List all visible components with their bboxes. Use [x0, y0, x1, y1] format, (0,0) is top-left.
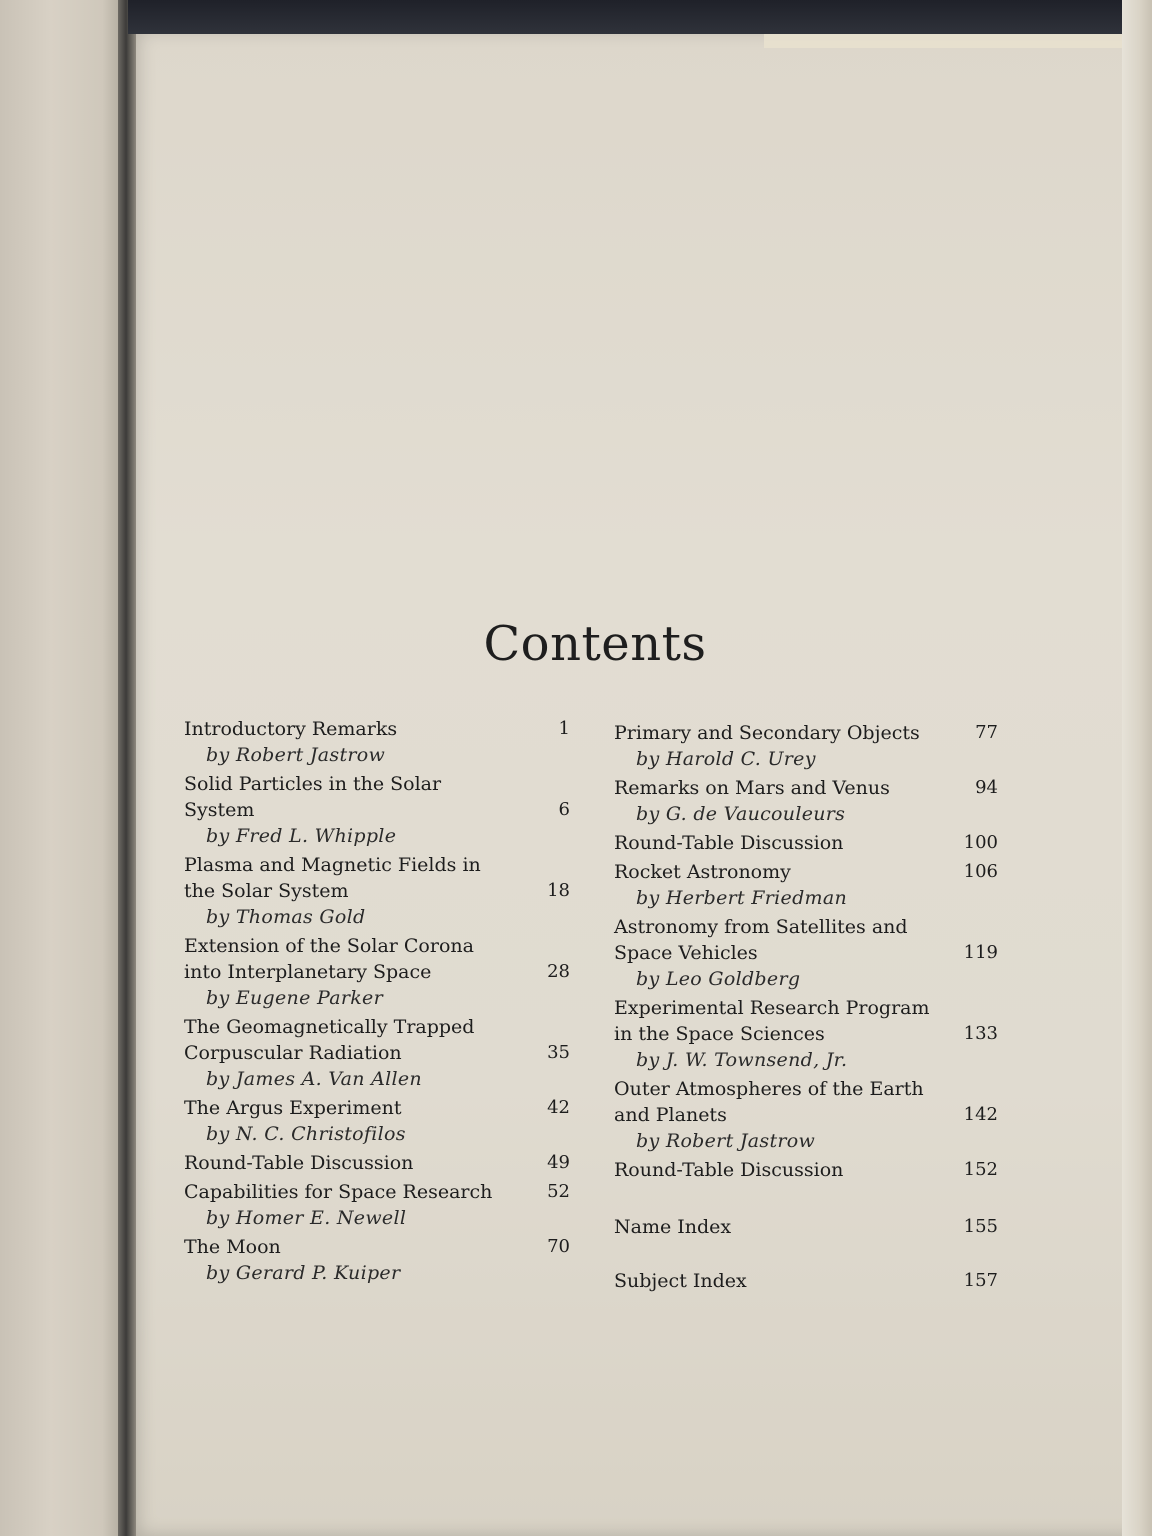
toc-page-number: 142	[963, 1104, 998, 1125]
toc-page-number: 42	[547, 1097, 570, 1118]
toc-title-line: into Interplanetary Space	[184, 961, 432, 983]
toc-title-line: Space Vehicles	[614, 942, 758, 964]
toc-entry-title	[184, 716, 570, 742]
toc-entry	[184, 1014, 570, 1092]
toc-entry	[614, 775, 998, 827]
toc-author: by Harold C. Urey	[636, 748, 816, 770]
toc-entry	[184, 1150, 570, 1176]
toc-entry-title	[614, 859, 998, 885]
toc-page-number: 94	[975, 777, 998, 798]
toc-title-line: in the Space Sciences	[614, 1023, 825, 1045]
toc-page-number: 52	[547, 1181, 570, 1202]
toc-entry-title	[184, 852, 570, 904]
toc-entry-title	[614, 1076, 998, 1128]
index-entry	[614, 1268, 998, 1294]
toc-entry	[184, 1234, 570, 1286]
toc-title-line: Outer Atmospheres of the Earth	[614, 1078, 924, 1100]
toc-entry-title	[614, 775, 998, 801]
book-gutter	[118, 0, 136, 1536]
toc-right-column	[614, 720, 998, 1294]
toc-title-line: Plasma and Magnetic Fields in	[184, 854, 481, 876]
toc-page-number: 106	[963, 861, 998, 882]
index-page-number: 157	[963, 1270, 998, 1291]
toc-entry-title	[614, 1157, 998, 1183]
toc-page-number: 119	[963, 942, 998, 963]
toc-title-line: Rocket Astronomy	[614, 861, 791, 883]
toc-entry-title	[184, 1179, 570, 1205]
toc-entry	[184, 852, 570, 930]
toc-page-number: 18	[547, 880, 570, 901]
toc-page-number: 133	[963, 1023, 998, 1044]
toc-title-line: Remarks on Mars and Venus	[614, 777, 890, 799]
toc-entry-title	[184, 1234, 570, 1260]
toc-title-line: the Solar System	[184, 880, 349, 902]
toc-title-line: Solid Particles in the Solar System	[184, 773, 442, 821]
contents-heading: Contents	[483, 616, 707, 672]
toc-author: by G. de Vaucouleurs	[636, 803, 846, 825]
toc-title-line: Round-Table Discussion	[184, 1152, 414, 1174]
toc-author: by Thomas Gold	[206, 906, 366, 928]
book-cover-right-edge	[1122, 0, 1152, 1536]
toc-entry	[614, 1157, 998, 1183]
toc-author: by Robert Jastrow	[636, 1130, 816, 1152]
index-spacer	[614, 1240, 998, 1268]
toc-entry	[614, 995, 998, 1073]
toc-title-line: Round-Table Discussion	[614, 1159, 844, 1181]
toc-title-line: Corpuscular Radiation	[184, 1042, 402, 1064]
toc-page-number: 100	[963, 832, 998, 853]
toc-title-line: Round-Table Discussion	[614, 832, 844, 854]
toc-title-line: Experimental Research Program	[614, 997, 930, 1019]
toc-title-line: The Moon	[184, 1236, 281, 1258]
toc-entry-title	[614, 720, 998, 746]
toc-page-number: 49	[547, 1152, 570, 1173]
toc-author: by Robert Jastrow	[206, 744, 386, 766]
toc-entry	[184, 1179, 570, 1231]
toc-author: by Fred L. Whipple	[206, 825, 397, 847]
toc-page-number: 152	[963, 1159, 998, 1180]
toc-title-line: Primary and Secondary Objects	[614, 722, 920, 744]
toc-entry	[184, 933, 570, 1011]
toc-entry	[184, 716, 570, 768]
toc-title-line: Introductory Remarks	[184, 718, 398, 740]
toc-entry-title	[184, 1014, 570, 1066]
toc-page-number: 70	[547, 1236, 570, 1257]
index-title: Subject Index	[614, 1270, 747, 1292]
toc-author: by N. C. Christofilos	[206, 1123, 406, 1145]
toc-entry-title	[614, 914, 998, 966]
toc-page-number: 6	[558, 799, 570, 820]
left-page-edge	[0, 0, 128, 1536]
toc-entry	[184, 771, 570, 849]
toc-entry-title	[614, 830, 998, 856]
toc-title-line: Astronomy from Satellites and	[614, 916, 908, 938]
toc-author: by Gerard P. Kuiper	[206, 1262, 401, 1284]
toc-entry-title	[614, 995, 998, 1047]
toc-entry	[614, 1076, 998, 1154]
toc-entry	[614, 914, 998, 992]
toc-page-number: 1	[558, 718, 570, 739]
toc-page-number: 77	[975, 722, 998, 743]
toc-title-line: and Planets	[614, 1104, 727, 1126]
toc-title-line: The Geomagnetically Trapped	[184, 1016, 475, 1038]
tape-strip	[764, 34, 1152, 48]
index-entry	[614, 1214, 998, 1240]
toc-title-line: The Argus Experiment	[184, 1097, 402, 1119]
toc-entry	[614, 720, 998, 772]
toc-title-line: Capabilities for Space Research	[184, 1181, 493, 1203]
index-spacer	[614, 1186, 998, 1214]
toc-author: by James A. Van Allen	[206, 1068, 422, 1090]
toc-author: by Eugene Parker	[206, 987, 383, 1009]
toc-author: by Herbert Friedman	[636, 887, 848, 909]
toc-page-number: 28	[547, 961, 570, 982]
toc-entry-title	[184, 771, 570, 823]
index-page-number: 155	[963, 1216, 998, 1237]
book-cover-top	[128, 0, 1152, 34]
toc-title-line: Extension of the Solar Corona	[184, 935, 474, 957]
toc-entry-title	[184, 1095, 570, 1121]
toc-author: by J. W. Townsend, Jr.	[636, 1049, 848, 1071]
toc-entry	[184, 1095, 570, 1147]
toc-page-number: 35	[547, 1042, 570, 1063]
toc-author: by Leo Goldberg	[636, 968, 801, 990]
toc-entry-title	[184, 933, 570, 985]
index-title: Name Index	[614, 1216, 732, 1238]
toc-entry	[614, 830, 998, 856]
toc-entry	[614, 859, 998, 911]
toc-left-column	[184, 716, 570, 1289]
toc-author: by Homer E. Newell	[206, 1207, 407, 1229]
toc-entry-title	[184, 1150, 570, 1176]
